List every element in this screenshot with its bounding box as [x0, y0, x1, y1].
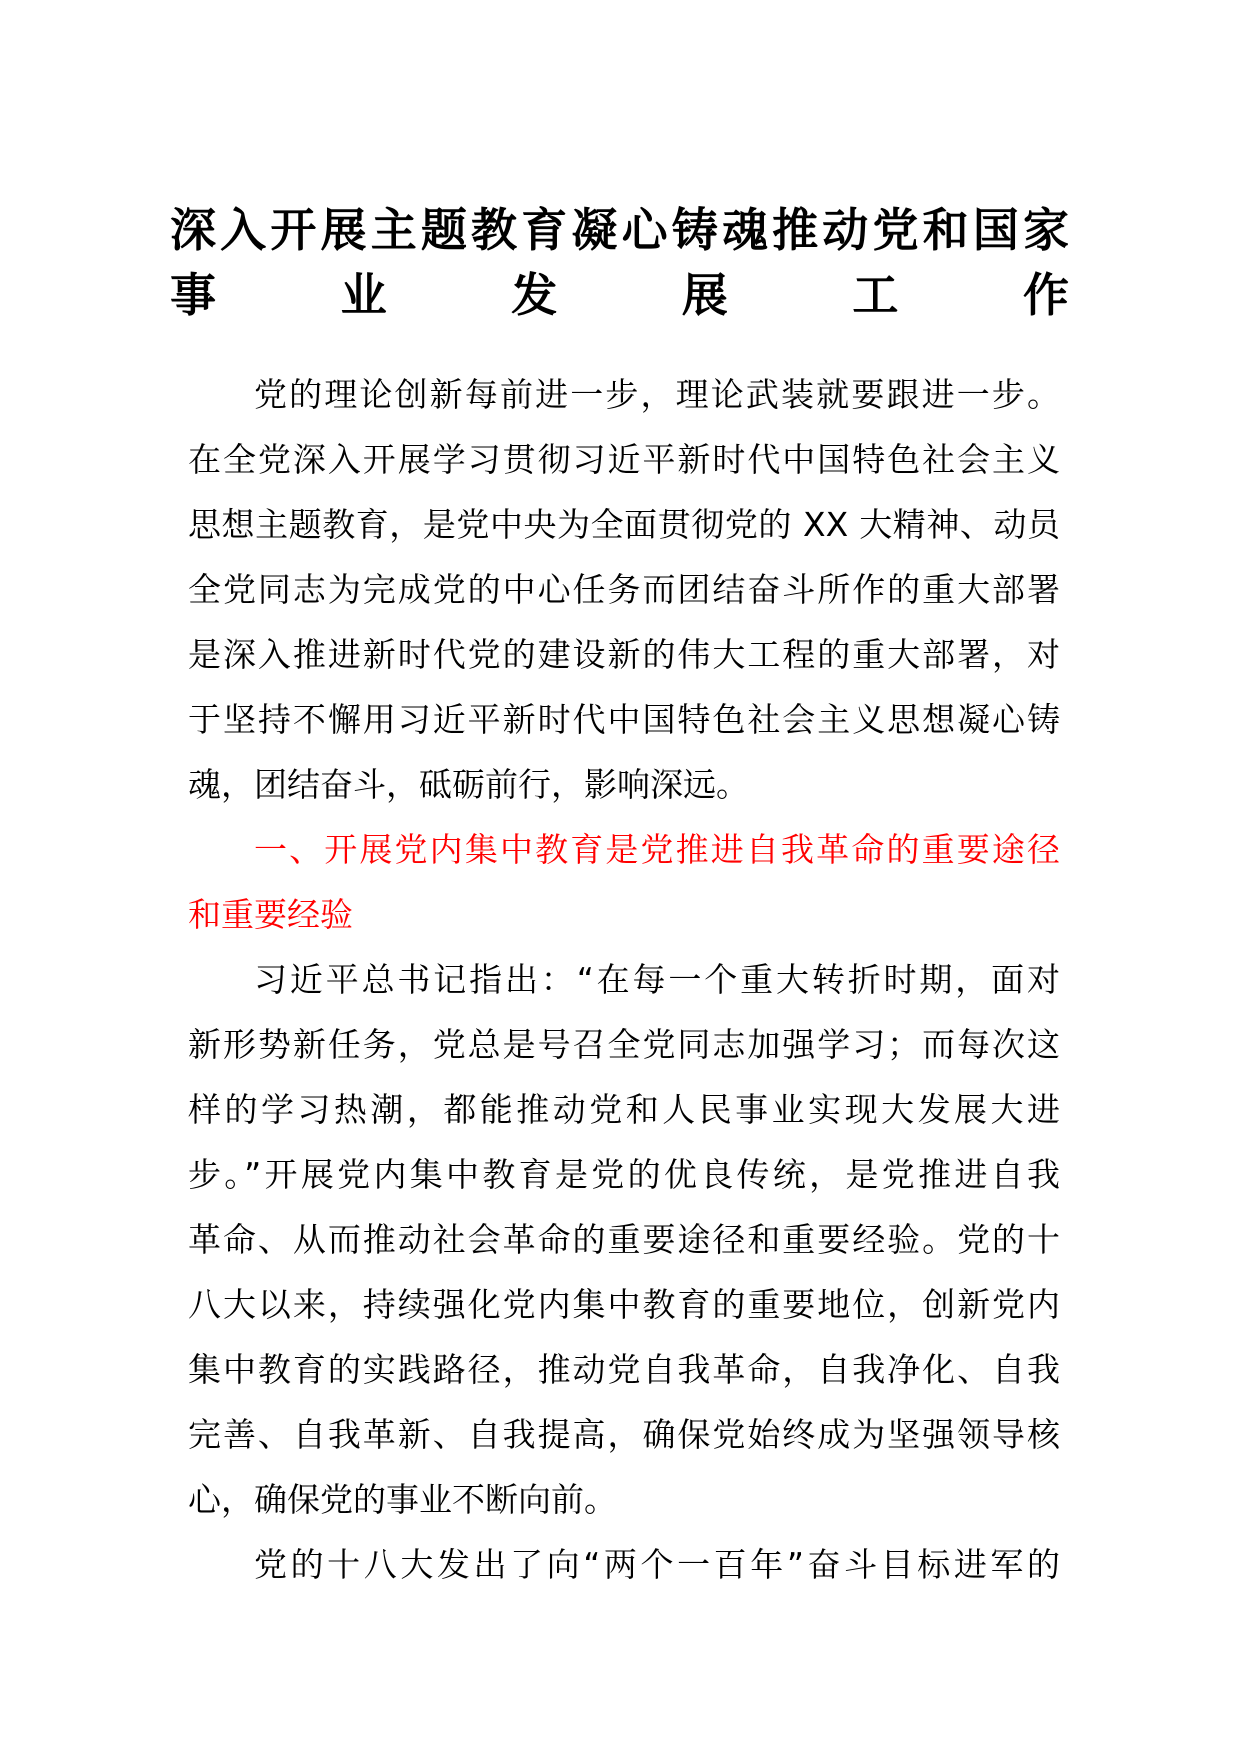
- paragraph-intro: [188, 362, 1060, 817]
- paragraph-line: 新形势新任务，党总是号召全党同志加强学习；而每次这: [188, 1025, 1060, 1064]
- paragraph-line: 样的学习热潮，都能推动党和人民事业实现大发展大进: [188, 1090, 1060, 1129]
- paragraph-line: 八大以来，持续强化党内集中教育的重要地位，创新党内: [188, 1285, 1060, 1324]
- paragraph-line: 在全党深入开展学习贯彻习近平新时代中国特色社会主义: [188, 440, 1060, 479]
- paragraph-line: 党的理论创新每前进一步，理论武装就要跟进一步。: [254, 375, 1060, 414]
- paragraph-line: 魂，团结奋斗，砥砺前行，影响深远。: [188, 765, 749, 804]
- paragraph-line: 全党同志为完成党的中心任务而团结奋斗所作的重大部署: [188, 570, 1060, 609]
- section-heading-1: [188, 817, 1060, 947]
- heading-line: 一、开展党内集中教育是党推进自我革命的重要途径: [254, 830, 1060, 869]
- document-body: [188, 362, 1060, 1597]
- paragraph-line: 习近平总书记指出：“在每一个重大转折时期，面对: [254, 960, 1060, 999]
- paragraph-continued: [188, 1532, 1060, 1597]
- paragraph-line: 党的十八大发出了向“两个一百年”奋斗目标进军的: [254, 1545, 1060, 1584]
- paragraph-line: 步。”开展党内集中教育是党的优良传统，是党推进自我: [188, 1155, 1060, 1194]
- paragraph-line: 思想主题教育，是党中央为全面贯彻党的 XX 大精神、动员: [188, 505, 1060, 544]
- title-line: 深入开展主题教育凝心铸魂推动党和国家: [170, 203, 1070, 257]
- paragraph-line: 完善、自我革新、自我提高，确保党始终成为坚强领导核: [188, 1415, 1060, 1454]
- title-line: 事业发展工作: [170, 268, 1070, 322]
- paragraph-line: 革命、从而推动社会革命的重要途径和重要经验。党的十: [188, 1220, 1060, 1259]
- paragraph-line: 集中教育的实践路径，推动党自我革命，自我净化、自我: [188, 1350, 1060, 1389]
- paragraph-section-1: [188, 947, 1060, 1532]
- paragraph-line: 于坚持不懈用习近平新时代中国特色社会主义思想凝心铸: [188, 700, 1060, 739]
- paragraph-line: 心，确保党的事业不断向前。: [188, 1480, 617, 1519]
- document-title: [170, 198, 1070, 328]
- heading-line: 和重要经验: [188, 895, 353, 934]
- paragraph-line: 是深入推进新时代党的建设新的伟大工程的重大部署，对: [188, 635, 1060, 674]
